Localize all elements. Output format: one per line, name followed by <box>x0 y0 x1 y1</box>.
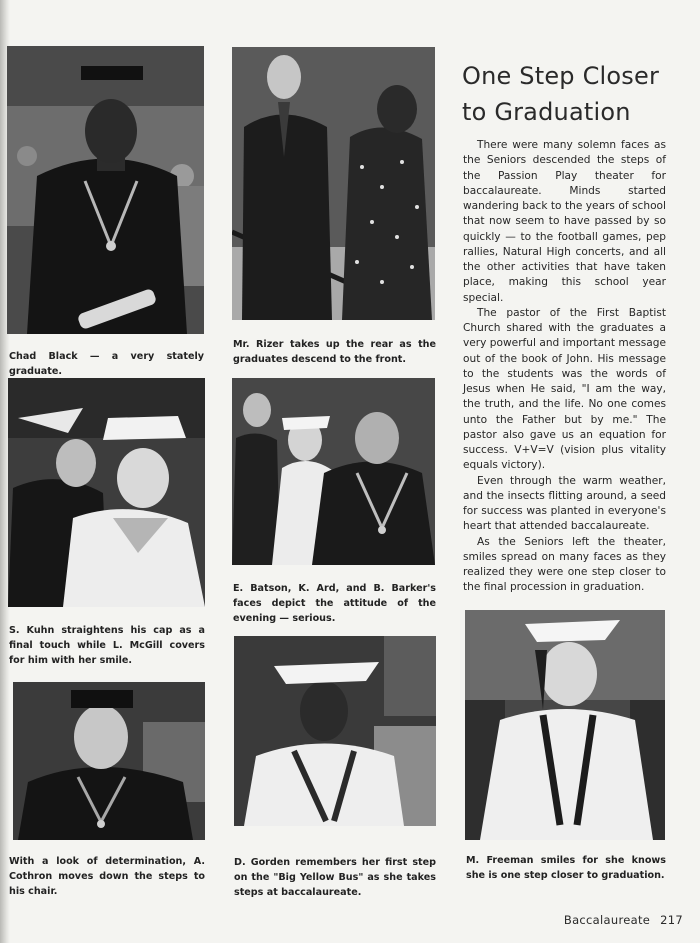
caption-freeman: M. Freeman smiles for she knows she is one step closer to graduation. <box>466 855 666 881</box>
page-footer <box>564 913 683 927</box>
photo-freeman <box>465 610 665 840</box>
article-paragraph: There were many solemn faces as the Seniors descended the steps of the Passion Play theater for baccalaureate. Minds started wandering back to the years of school that now seem to have passed by so quickly — to the football games, pep rallies, Natural High concerts, and all the other activities that have taken place, making this school year special. <box>463 139 666 304</box>
article-title <box>462 58 692 130</box>
article-paragraph: The pastor of the First Baptist Church shared with the graduates a very powerful and important message out of the book of John. His message to the students was the words of Jesus when He said, "I am the way, the truth, and the life. No one comes unto the Father but by me." The pastor also gave us an equation for success. V+V=V (vision plus vitality equals victory). <box>463 306 666 472</box>
photo-rizer <box>232 47 435 320</box>
article-title-line2: to Graduation <box>462 98 631 126</box>
photo-cothron <box>13 682 205 840</box>
photo-batson-ard-barker <box>232 378 435 565</box>
caption-batson: E. Batson, K. Ard, and B. Barker's faces depict the attitude of the evening — serious. <box>233 583 436 624</box>
photo-gorden <box>234 636 436 826</box>
article-paragraph: As the Seniors left the theater, smiles spread on many faces as they realized they were one step closer to the final procession in graduation. <box>463 535 666 594</box>
article-title-line1: One Step Closer <box>462 62 660 90</box>
caption-kuhn: S. Kuhn straightens his cap as a final touch while L. McGill covers for him with her smile. <box>9 625 205 666</box>
caption-gorden: D. Gorden remembers her first step on the "Big Yellow Bus" as she takes steps at baccalaureate. <box>234 857 436 898</box>
caption-cothron: With a look of determination, A. Cothron moves down the steps to his chair. <box>9 856 205 897</box>
caption-rizer: Mr. Rizer takes up the rear as the graduates descend to the front. <box>233 339 436 365</box>
page-number: 217 <box>660 913 683 927</box>
caption-chad-black: Chad Black — a very stately graduate. <box>9 351 204 377</box>
section-name: Baccalaureate <box>563 913 651 927</box>
photo-kuhn-mcgill <box>8 378 205 607</box>
article-body <box>463 138 666 596</box>
article-paragraph: Even through the warm weather, and the insects flitting around, a seed for success was planted in everyone's heart that attended baccalaureate. <box>463 474 666 533</box>
photo-chad-black <box>7 46 204 334</box>
